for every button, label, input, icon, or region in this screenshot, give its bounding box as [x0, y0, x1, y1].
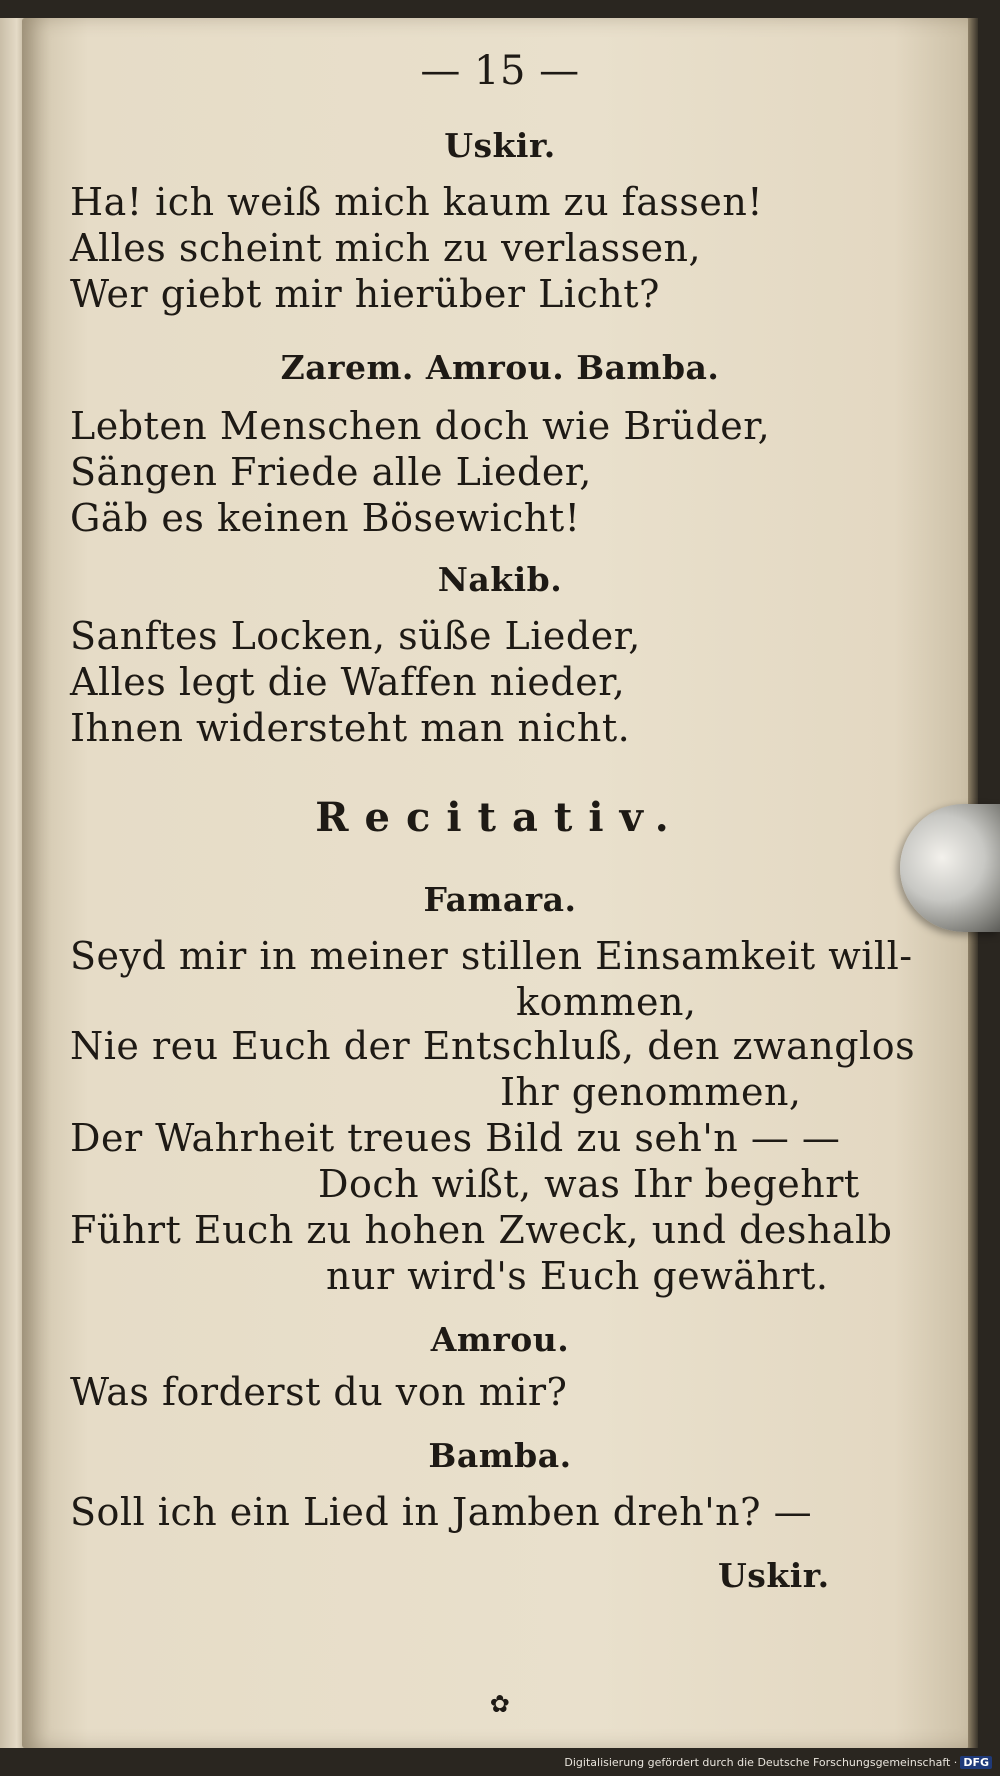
dfg-logo-icon: DFG — [960, 1756, 992, 1769]
verse-line: Sanftes Locken, süße Lieder, — [70, 614, 641, 658]
speaker-famara: Famara. — [423, 880, 577, 919]
verse-line: Führt Euch zu hohen Zweck, und deshalb — [70, 1208, 893, 1252]
verse-line: Der Wahrheit treues Bild zu seh'n — — — [70, 1116, 841, 1160]
verse-line: nur wird's Euch gewährt. — [326, 1254, 829, 1298]
verse-line: Gäb es keinen Bösewicht! — [70, 496, 581, 540]
page-number: — 15 — — [420, 48, 580, 94]
footer-text: Digitalisierung gefördert durch die Deutsche Forschungsgemeinschaft · — [564, 1756, 958, 1769]
verse-line: Nie reu Euch der Entschluß, den zwanglos — [70, 1024, 916, 1068]
recitativ-heading: Recitativ. — [315, 794, 685, 841]
speaker-zarem-amrou-bamba: Zarem. Amrou. Bamba. — [280, 348, 720, 387]
catchword: Uskir. — [718, 1556, 830, 1595]
verse-line: kommen, — [516, 980, 697, 1024]
speaker-bamba: Bamba. — [428, 1436, 572, 1475]
verse-line: Alles legt die Waffen nieder, — [70, 660, 626, 704]
speaker-nakib: Nakib. — [437, 560, 563, 599]
verse-line: Soll ich ein Lied in Jamben dreh'n? — — [70, 1490, 813, 1534]
verse-line: Ihr genommen, — [500, 1070, 802, 1114]
ornament-icon: ✿ — [489, 1690, 511, 1718]
digitization-footer — [564, 1756, 992, 1769]
verse-line: Ha! ich weiß mich kaum zu fassen! — [70, 180, 764, 224]
verse-line: Was forderst du von mir? — [70, 1370, 568, 1414]
verse-line: Sängen Friede alle Lieder, — [70, 450, 592, 494]
verse-line: Seyd mir in meiner stillen Einsamkeit will- — [70, 934, 913, 978]
speaker-uskir: Uskir. — [444, 126, 556, 165]
verse-line: Lebten Menschen doch wie Brüder, — [70, 404, 771, 448]
speaker-amrou: Amrou. — [430, 1320, 570, 1359]
verse-line: Ihnen widersteht man nicht. — [70, 706, 631, 750]
verse-line: Doch wißt, was Ihr begehrt — [318, 1162, 860, 1206]
verse-line: Wer giebt mir hierüber Licht? — [70, 272, 660, 316]
verse-line: Alles scheint mich zu verlassen, — [70, 226, 702, 270]
